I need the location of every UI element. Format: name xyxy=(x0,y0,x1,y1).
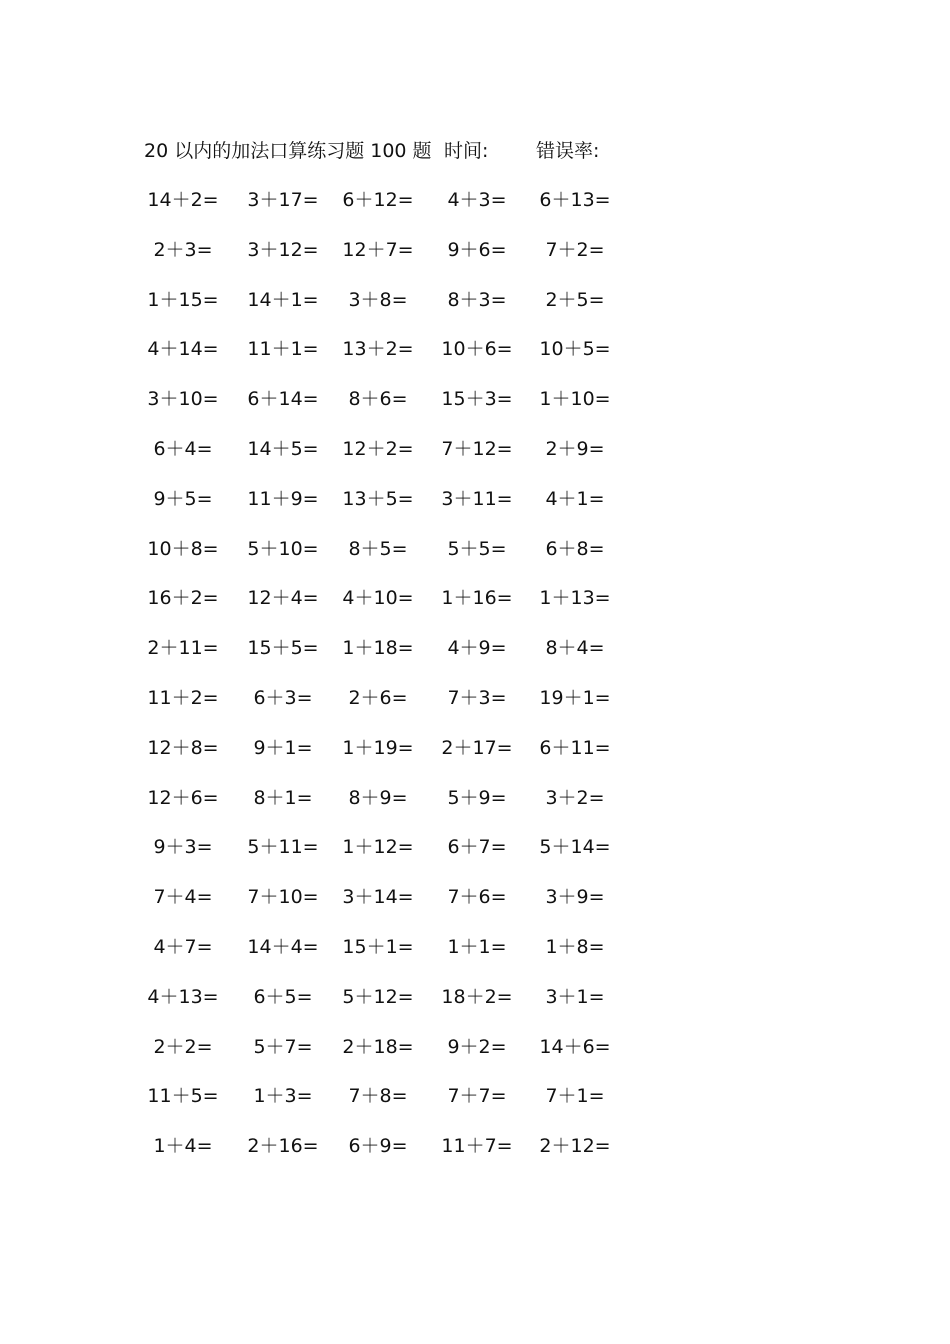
problem-r11-c1: 11＋2= xyxy=(147,687,219,709)
problem-r4-c5: 10＋5= xyxy=(539,338,611,361)
problem-r1-c3: 6＋12= xyxy=(342,189,414,211)
problem-r3-c1: 1＋15= xyxy=(147,288,219,311)
problem-r2-c3: 12＋7= xyxy=(342,238,414,261)
problem-r5-c5: 1＋10= xyxy=(539,388,611,411)
problem-r2-c4: 9＋6= xyxy=(447,238,507,261)
problem-r9-c1: 16＋2= xyxy=(147,587,219,610)
problem-r20-c2: 2＋16= xyxy=(247,1135,319,1158)
problem-r15-c3: 3＋14= xyxy=(342,886,414,909)
problem-r6-c3: 12＋2= xyxy=(342,438,414,460)
problem-r1-c5: 6＋13= xyxy=(539,189,611,211)
problem-r7-c1: 9＋5= xyxy=(153,487,213,510)
problem-r16-c1: 4＋7= xyxy=(153,936,213,958)
problem-r8-c1: 10＋8= xyxy=(147,537,219,560)
problem-r19-c2: 1＋3= xyxy=(253,1085,313,1108)
problem-r7-c3: 13＋5= xyxy=(342,487,414,510)
problem-r6-c1: 6＋4= xyxy=(153,438,213,460)
problem-r17-c1: 4＋13= xyxy=(147,985,219,1008)
problem-r1-c2: 3＋17= xyxy=(247,189,319,211)
problem-r17-c5: 3＋1= xyxy=(545,985,605,1008)
problem-r13-c5: 3＋2= xyxy=(545,786,605,809)
problem-r14-c3: 1＋12= xyxy=(342,836,414,859)
problem-r20-c4: 11＋7= xyxy=(441,1135,513,1158)
problem-r15-c5: 3＋9= xyxy=(545,886,605,909)
problem-r14-c1: 9＋3= xyxy=(153,836,213,859)
problem-r15-c1: 7＋4= xyxy=(153,886,213,909)
problem-r16-c5: 1＋8= xyxy=(545,936,605,958)
problem-r13-c2: 8＋1= xyxy=(253,786,313,809)
problem-r17-c4: 18＋2= xyxy=(441,985,513,1008)
problem-r20-c3: 6＋9= xyxy=(348,1135,408,1158)
problem-r1-c4: 4＋3= xyxy=(447,189,507,211)
problem-r7-c4: 3＋11= xyxy=(441,487,513,510)
problem-r11-c4: 7＋3= xyxy=(447,687,507,709)
problem-r2-c5: 7＋2= xyxy=(545,238,605,261)
problem-r7-c5: 4＋1= xyxy=(545,487,605,510)
problem-r3-c2: 14＋1= xyxy=(247,288,319,311)
problem-r6-c5: 2＋9= xyxy=(545,438,605,460)
problem-r15-c2: 7＋10= xyxy=(247,886,319,909)
problem-r19-c3: 7＋8= xyxy=(348,1085,408,1108)
problem-r12-c2: 9＋1= xyxy=(253,736,313,759)
problem-r10-c2: 15＋5= xyxy=(247,637,319,660)
problem-r4-c3: 13＋2= xyxy=(342,338,414,361)
problem-r4-c4: 10＋6= xyxy=(441,338,513,361)
problem-r16-c3: 15＋1= xyxy=(342,936,414,958)
problem-r17-c2: 6＋5= xyxy=(253,985,313,1008)
problem-r10-c5: 8＋4= xyxy=(545,637,605,660)
problem-r17-c3: 5＋12= xyxy=(342,985,414,1008)
problem-r15-c4: 7＋6= xyxy=(447,886,507,909)
problem-r6-c2: 14＋5= xyxy=(247,438,319,460)
problem-r19-c5: 7＋1= xyxy=(545,1085,605,1108)
problem-r2-c1: 2＋3= xyxy=(153,238,213,261)
problem-r4-c1: 4＋14= xyxy=(147,338,219,361)
problem-r12-c4: 2＋17= xyxy=(441,736,513,759)
problem-r16-c4: 1＋1= xyxy=(447,936,507,958)
problem-r3-c4: 8＋3= xyxy=(447,288,507,311)
problem-r12-c3: 1＋19= xyxy=(342,736,414,759)
worksheet-title: 20 以内的加法口算练习题 100 题 xyxy=(144,140,432,162)
problem-r12-c1: 12＋8= xyxy=(147,736,219,759)
problem-r10-c3: 1＋18= xyxy=(342,637,414,660)
problem-r4-c2: 11＋1= xyxy=(247,338,319,361)
problem-r8-c2: 5＋10= xyxy=(247,537,319,560)
time-label: 时间: xyxy=(444,140,489,162)
problem-r7-c2: 11＋9= xyxy=(247,487,319,510)
problem-r5-c1: 3＋10= xyxy=(147,388,219,411)
problem-r8-c4: 5＋5= xyxy=(447,537,507,560)
problem-r10-c1: 2＋11= xyxy=(147,637,219,660)
error-rate-label: 错误率: xyxy=(536,140,600,162)
problem-r6-c4: 7＋12= xyxy=(441,438,513,460)
problem-r19-c1: 11＋5= xyxy=(147,1085,219,1108)
problem-r11-c5: 19＋1= xyxy=(539,687,611,709)
problem-r5-c2: 6＋14= xyxy=(247,388,319,411)
problem-r18-c1: 2＋2= xyxy=(153,1035,213,1058)
problem-r19-c4: 7＋7= xyxy=(447,1085,507,1108)
problem-r3-c3: 3＋8= xyxy=(348,288,408,311)
problem-r16-c2: 14＋4= xyxy=(247,936,319,958)
problem-r13-c1: 12＋6= xyxy=(147,786,219,809)
problem-r12-c5: 6＋11= xyxy=(539,736,611,759)
problem-r20-c1: 1＋4= xyxy=(153,1135,213,1158)
problem-r18-c5: 14＋6= xyxy=(539,1035,611,1058)
problem-r18-c3: 2＋18= xyxy=(342,1035,414,1058)
problem-r18-c4: 9＋2= xyxy=(447,1035,507,1058)
problem-r9-c4: 1＋16= xyxy=(441,587,513,610)
problem-r1-c1: 14＋2= xyxy=(147,189,219,211)
problem-r11-c3: 2＋6= xyxy=(348,687,408,709)
problem-r3-c5: 2＋5= xyxy=(545,288,605,311)
problem-r20-c5: 2＋12= xyxy=(539,1135,611,1158)
problem-r9-c5: 1＋13= xyxy=(539,587,611,610)
problem-r9-c3: 4＋10= xyxy=(342,587,414,610)
problem-r5-c3: 8＋6= xyxy=(348,388,408,411)
problem-r8-c3: 8＋5= xyxy=(348,537,408,560)
problem-r13-c4: 5＋9= xyxy=(447,786,507,809)
problem-r18-c2: 5＋7= xyxy=(253,1035,313,1058)
problem-r2-c2: 3＋12= xyxy=(247,238,319,261)
problem-r11-c2: 6＋3= xyxy=(253,687,313,709)
problem-r5-c4: 15＋3= xyxy=(441,388,513,411)
problem-r14-c4: 6＋7= xyxy=(447,836,507,859)
problem-r8-c5: 6＋8= xyxy=(545,537,605,560)
problem-r10-c4: 4＋9= xyxy=(447,637,507,660)
problem-r14-c5: 5＋14= xyxy=(539,836,611,859)
problem-r13-c3: 8＋9= xyxy=(348,786,408,809)
problem-r9-c2: 12＋4= xyxy=(247,587,319,610)
problem-r14-c2: 5＋11= xyxy=(247,836,319,859)
